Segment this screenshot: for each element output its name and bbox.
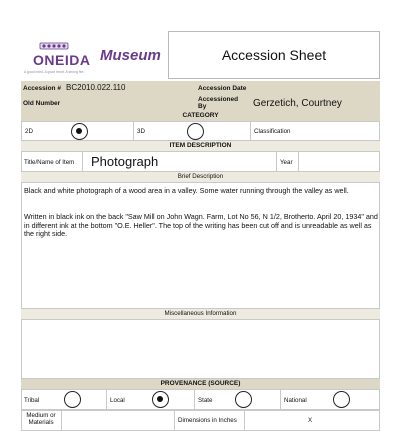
category-2d-radio[interactable] [71, 123, 88, 140]
category-row [21, 121, 380, 141]
divider [194, 390, 195, 409]
tribal-label: Tribal [24, 397, 40, 404]
divider [280, 390, 281, 409]
old-number-row [21, 95, 380, 111]
divider [61, 411, 62, 430]
oneida-logo [21, 31, 97, 81]
medium-materials-label: Medium or Materials [26, 412, 56, 426]
year-field[interactable] [302, 156, 378, 168]
accession-date-label: Accession Date [198, 85, 247, 92]
accession-date-field[interactable] [253, 83, 373, 93]
local-label: Local [110, 397, 125, 404]
old-number-field[interactable] [81, 98, 191, 108]
materials-dimensions-row [21, 410, 380, 431]
brief-description-heading: Brief Description [177, 173, 224, 180]
category-3d-label: 3D [137, 128, 145, 135]
provenance-heading: PROVENANCE (SOURCE) [160, 380, 241, 387]
logo-tagline: A good mind. A good heart. A strong fire. [24, 70, 85, 74]
divider [106, 390, 107, 409]
year-label: Year [280, 159, 293, 166]
sheet-header [21, 31, 380, 81]
divider [298, 152, 299, 171]
provenance-row [21, 389, 380, 410]
classification-field[interactable] [302, 126, 378, 136]
misc-information-header [21, 309, 380, 319]
item-description-heading: ITEM DESCRIPTION [169, 142, 232, 149]
brief-description-header [21, 172, 380, 182]
divider [82, 152, 83, 171]
category-heading: CATEGORY [182, 112, 219, 119]
brief-description-field[interactable] [21, 182, 380, 309]
category-section-header [21, 111, 380, 121]
item-title-row [21, 151, 380, 172]
accession-number-label: Accession # [23, 85, 61, 92]
category-2d-label: 2D [25, 128, 33, 135]
divider [250, 122, 251, 140]
accessioned-by-field[interactable]: Gerzetich, Courtney [253, 98, 342, 109]
museum-label: Museum [100, 47, 161, 64]
misc-information-heading: Miscellaneous Information [164, 310, 237, 317]
accession-number-row [21, 81, 380, 95]
state-label: State [198, 397, 213, 404]
item-title-label: Title/Name of Item [24, 159, 75, 166]
brief-description-paragraph-2: Written in black ink on the back "Saw Mill on John Wagn. Farm, Lot No 56, N 1/2, Brotherto. April 20, 1934" and in different ink at the bottom "O.E. Heller". The top of the writing has been cut off and is unreadable as well as the right side. [24, 212, 378, 239]
item-title-field[interactable]: Photograph [91, 154, 159, 169]
classification-label: Classification [254, 128, 291, 135]
national-label: National [284, 397, 307, 404]
divider [244, 411, 245, 430]
divider [276, 152, 277, 171]
state-radio[interactable] [235, 391, 252, 408]
national-radio[interactable] [333, 391, 350, 408]
category-3d-radio[interactable] [187, 123, 204, 140]
dimensions-label: Dimensions in Inches [178, 417, 237, 424]
divider [133, 122, 134, 140]
dimensions-separator: X [308, 417, 313, 424]
accessioned-by-label: Accessioned By [198, 96, 239, 110]
divider [174, 411, 175, 430]
old-number-label: Old Number [23, 100, 61, 107]
item-description-section-header [21, 141, 380, 151]
logo-wordmark: ONEIDA [33, 52, 91, 68]
brief-description-paragraph-1: Black and white photograph of a wood area in a valley. Some water running through the valley as well. [24, 186, 349, 195]
accession-sheet-form [21, 31, 380, 426]
provenance-section-header [21, 379, 380, 389]
tribal-radio[interactable] [64, 391, 81, 408]
sheet-title-box [168, 31, 380, 79]
misc-information-field[interactable] [21, 319, 380, 379]
medium-materials-field[interactable] [64, 415, 172, 427]
logo-crest-icon [39, 40, 69, 52]
sheet-title: Accession Sheet [221, 47, 327, 63]
accession-number-field[interactable]: BC2010.022.110 [66, 83, 126, 92]
local-radio[interactable] [152, 391, 169, 408]
